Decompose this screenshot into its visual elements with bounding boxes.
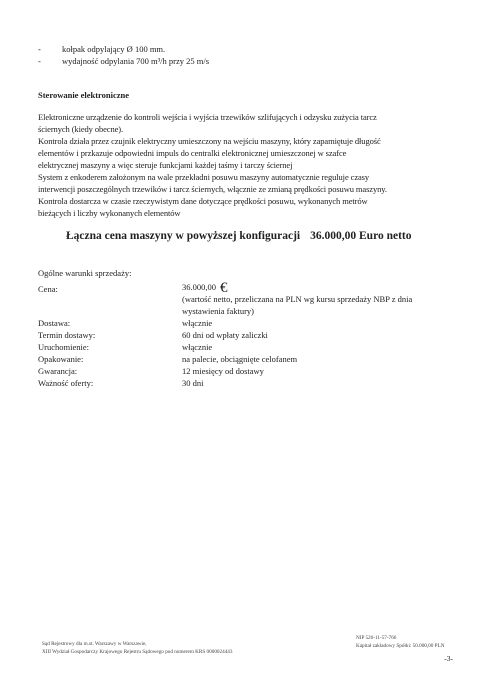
bullet-marker: - <box>38 56 41 66</box>
footer-nip: NIP 526-11-57-766 <box>356 635 397 641</box>
total-price-line <box>66 230 412 242</box>
footer-capital: Kapitał zakładowy Spółki: 50.000,00 PLN <box>356 643 445 649</box>
condition-value: 12 miesięcy od dostawy <box>182 366 264 376</box>
condition-value: 30 dni <box>182 378 204 388</box>
condition-label: Ważność oferty: <box>38 378 94 388</box>
paragraph-line: Elektroniczne urządzenie do kontroli wejścia i wyjścia trzewików szlifujących i odzysku zużycia tarcz <box>38 112 377 122</box>
total-price-amount: 36.000,00 Euro netto <box>310 230 412 242</box>
condition-value: na palecie, obciągnięte celofanem <box>182 354 298 364</box>
footer-krs-number: XIII Wydział Gospodarczy Krajowego Rejestru Sądowego pod numerem KRS 0000024443 <box>42 649 233 655</box>
paragraph-line: interwencji poszczególnych trzewików i tarcz ściernych, włącznie ze zmianą prędkości posuwu maszyny. <box>38 184 387 194</box>
bullet-text: wydajność odpylania 700 m³/h przy 25 m/s <box>62 56 210 66</box>
condition-value: 60 dni od wpłaty zaliczki <box>182 330 268 340</box>
condition-value: włącznie <box>182 318 213 328</box>
page-number: -3- <box>444 654 453 663</box>
section-heading: Sterowanie elektroniczne <box>38 90 130 100</box>
condition-value: włącznie <box>182 342 213 352</box>
conditions-title: Ogólne warunki sprzedaży: <box>38 268 132 278</box>
paragraph-line: System z enkoderem założonym na wale przekładni posuwu maszyny automatycznie reguluje czasy <box>38 172 370 182</box>
total-price-label: Łączna cena maszyny w powyższej konfiguracji <box>66 230 301 242</box>
condition-label: Termin dostawy: <box>38 330 96 340</box>
condition-value: wystawienia faktury) <box>182 306 254 316</box>
condition-label: Gwarancja: <box>38 366 78 376</box>
footer-court-registry: Sąd Rejestrowy dla m.st. Warszawy w Warszawie, <box>42 641 147 647</box>
price-value: 36.000,00 <box>182 282 216 292</box>
paragraph-line: Kontrola dostarcza w czasie rzeczywistym dane dotyczące prędkości posuwu, wykonanych metrów <box>38 196 368 206</box>
bullet-marker: - <box>38 44 41 54</box>
condition-label: Cena: <box>38 284 58 294</box>
paragraph-line: ściernych (kiedy obecne). <box>38 124 124 134</box>
condition-label: Opakowanie: <box>38 354 84 364</box>
paragraph-line: bieżących i liczby wykonanych elementów <box>38 208 181 218</box>
euro-symbol: € <box>220 280 228 296</box>
bullet-item <box>38 56 209 66</box>
condition-value: (wartość netto, przeliczana na PLN wg kursu sprzedaży NBP z dnia <box>182 294 413 304</box>
paragraph-line: Kontrola działa przez czujnik elektryczny umieszczony na wejściu maszyny, który zapamiętuje długość <box>38 136 381 146</box>
bullet-item <box>38 44 165 54</box>
paragraph-line: elementów i przkazuje odpowiedni impuls do centralki elektronicznej umieszczonej w szafce <box>38 148 347 158</box>
condition-label: Dostawa: <box>38 318 71 328</box>
condition-label: Uruchomienie: <box>38 342 89 352</box>
footer-right <box>356 634 444 650</box>
bullet-text: kołpak odpylający Ø 100 mm. <box>62 44 166 54</box>
paragraph-line: elektrycznej maszyny a więc steruje funkcjami każdej taśmy i tarczy ściernej <box>38 160 293 170</box>
footer-left <box>42 640 232 656</box>
